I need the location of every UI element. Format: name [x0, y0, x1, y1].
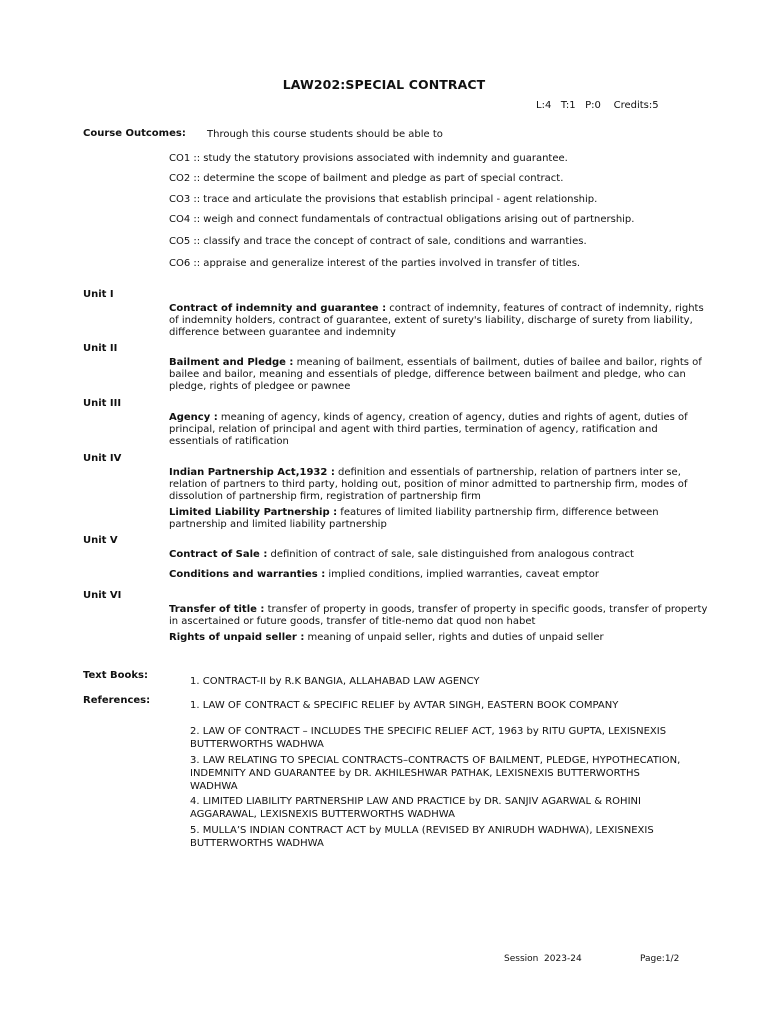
- course-outcome-item: CO5 :: classify and trace the concept of contract of sale, conditions and warranties.: [169, 236, 587, 247]
- reference-item: 3. LAW RELATING TO SPECIAL CONTRACTS–CONTRACTS OF BAILMENT, PLEDGE, HYPOTHECATION, INDEMNITY AND GUARANTEE by DR. AKHILESHWAR PATHAK, LEXISNEXIS BUTTERWORTHS WADHWA: [190, 755, 681, 792]
- unit-topic: [169, 467, 709, 503]
- unit-label: Unit IV: [83, 453, 122, 464]
- textbook-item: 1. CONTRACT-II by R.K BANGIA, ALLAHABAD LAW AGENCY: [190, 676, 480, 687]
- unit-label: Unit II: [83, 343, 118, 354]
- reference-item: 4. LIMITED LIABILITY PARTNERSHIP LAW AND PRACTICE by DR. SANJIV AGARWAL & ROHINI AGGARAWAL, LEXISNEXIS BUTTERWORTHS WADHWA: [190, 796, 641, 820]
- topic-heading: Contract of indemnity and guarantee :: [169, 303, 387, 314]
- topic-heading: Rights of unpaid seller :: [169, 632, 305, 643]
- topic-text: meaning of agency, kinds of agency, creation of agency, duties and rights of agent, duties of principal, relation of principal and agent with third parties, termination of agency, ratification and essentials of ratification: [169, 412, 688, 447]
- reference-item: 2. LAW OF CONTRACT – INCLUDES THE SPECIFIC RELIEF ACT, 1963 by RITU GUPTA, LEXISNEXIS BUTTERWORTHS WADHWA: [190, 726, 667, 750]
- topic-heading: Transfer of title :: [169, 604, 265, 615]
- unit-label: Unit III: [83, 398, 122, 409]
- unit-label: Unit V: [83, 535, 118, 546]
- topic-text: meaning of bailment, essentials of bailment, duties of bailee and bailor, rights of bailee and bailor, meaning and essentials of pledge, difference between bailment and pledge, who can pledge, rights of pledgee or pawnee: [169, 357, 702, 392]
- topic-text: contract of indemnity, features of contract of indemnity, rights of indemnity holders, contract of guarantee, extent of surety's liability, discharge of surety from liability, difference between guarantee and indemnity: [169, 303, 704, 338]
- topic-heading: Bailment and Pledge :: [169, 357, 294, 368]
- unit-topic: [169, 569, 709, 581]
- course-outcome-item: CO1 :: study the statutory provisions associated with indemnity and guarantee.: [169, 153, 568, 164]
- unit-label: Unit I: [83, 289, 114, 300]
- unit-topic: [169, 632, 709, 644]
- references-label: References:: [83, 695, 151, 706]
- topic-heading: Indian Partnership Act,1932 :: [169, 467, 335, 478]
- course-outcomes-label: Course Outcomes:: [83, 128, 186, 139]
- textbooks-label: Text Books:: [83, 670, 148, 681]
- reference-item: 1. LAW OF CONTRACT & SPECIFIC RELIEF by AVTAR SINGH, EASTERN BOOK COMPANY: [190, 700, 619, 711]
- page-number: Page:1/2: [640, 954, 680, 964]
- topic-text: transfer of property in goods, transfer of property in specific goods, transfer of property in ascertained or future goods, transfer of title-nemo dat quod non habet: [169, 604, 708, 627]
- unit-topic: [169, 357, 709, 393]
- topic-text: definition and essentials of partnership, relation of partners inter se, relation of partners to third party, holding out, position of minor admitted to partnership firm, modes of dissolution of partnership firm, registration of partnership firm: [169, 467, 688, 502]
- course-outcome-item: CO3 :: trace and articulate the provisions that establish principal - agent relationship.: [169, 194, 598, 205]
- reference-item: 5. MULLA’S INDIAN CONTRACT ACT by MULLA (REVISED BY ANIRUDH WADHWA), LEXISNEXIS BUTTERWORTHS WADHWA: [190, 825, 654, 849]
- topic-heading: Contract of Sale :: [169, 549, 268, 560]
- unit-topic: [169, 549, 709, 561]
- course-outcome-item: CO6 :: appraise and generalize interest of the parties involved in transfer of titles.: [169, 258, 581, 269]
- topic-heading: Agency :: [169, 412, 218, 423]
- topic-heading: Conditions and warranties :: [169, 569, 326, 580]
- unit-topic: [169, 507, 709, 531]
- course-outcome-item: CO4 :: weigh and connect fundamentals of contractual obligations arising out of partnership.: [169, 214, 635, 225]
- unit-label: Unit VI: [83, 590, 122, 601]
- course-outcomes-intro: Through this course students should be able to: [207, 129, 443, 140]
- topic-text: implied conditions, implied warranties, caveat emptor: [325, 569, 599, 580]
- topic-heading: Limited Liability Partnership :: [169, 507, 338, 518]
- unit-topic: [169, 412, 709, 448]
- topic-text: definition of contract of sale, sale distinguished from analogous contract: [267, 549, 634, 560]
- unit-topic: [169, 604, 709, 628]
- course-outcome-item: CO2 :: determine the scope of bailment and pledge as part of special contract.: [169, 173, 564, 184]
- topic-text: features of limited liability partnership firm, difference between partnership and limited liability partnership: [169, 507, 659, 530]
- page-title: LAW202:SPECIAL CONTRACT: [282, 77, 486, 92]
- session-text: Session 2023-24: [504, 954, 582, 964]
- credits-line: L:4 T:1 P:0 Credits:5: [536, 100, 659, 111]
- unit-topic: [169, 303, 709, 339]
- topic-text: meaning of unpaid seller, rights and duties of unpaid seller: [304, 632, 604, 643]
